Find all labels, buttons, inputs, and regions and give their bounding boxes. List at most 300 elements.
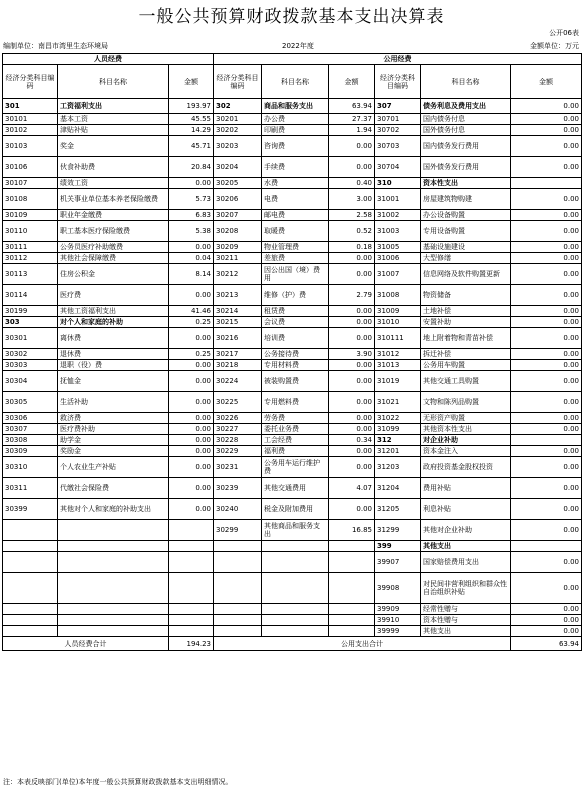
cell-amount: 20.84 [169,157,214,178]
cell-code: 31022 [375,413,421,424]
cell-name: 退休费 [58,349,169,360]
cell-code: 30399 [3,499,58,520]
cell-name: 信息网络及软件购置更新 [421,264,511,285]
cell-code: 30701 [375,114,421,125]
cell-code: 30304 [3,371,58,392]
cell-amount [329,573,375,604]
cell-code [3,573,58,604]
cell-code: 30239 [214,478,262,499]
cell-name: 公务员医疗补助缴费 [58,242,169,253]
cell-name: 土地补偿 [421,306,511,317]
cell-name: 办公设备购置 [421,210,511,221]
table-row [3,178,582,189]
table-row [3,573,582,604]
cell-name: 维修（护）费 [262,285,329,306]
cell-code: 30306 [3,413,58,424]
total-public-value: 63.94 [511,637,582,651]
cell-code: 31008 [375,285,421,306]
column-header-row [3,65,582,99]
cell-amount: 0.00 [169,360,214,371]
cell-name [58,626,169,637]
cell-code: 31002 [375,210,421,221]
total-personnel-value: 194.23 [169,637,214,651]
cell-code: 30206 [214,189,262,210]
cell-amount: 0.00 [511,360,582,371]
cell-code: 30217 [214,349,262,360]
cell-code: 30311 [3,478,58,499]
cell-code [3,604,58,615]
cell-code: 31001 [375,189,421,210]
cell-name: 取暖费 [262,221,329,242]
table-row [3,285,582,306]
table-row [3,604,582,615]
cell-amount: 0.00 [329,136,375,157]
cell-name: 资本性赠与 [421,615,511,626]
table-row [3,189,582,210]
cell-name: 办公费 [262,114,329,125]
table-row [3,99,582,114]
cell-name: 其他交通费用 [262,478,329,499]
cell-name: 资本金注入 [421,446,511,457]
table-row [3,478,582,499]
cell-amount: 0.00 [511,446,582,457]
cell-amount: 0.00 [511,210,582,221]
cell-amount: 0.00 [511,221,582,242]
cell-code: 31003 [375,221,421,242]
table-row [3,499,582,520]
cell-code: 30227 [214,424,262,435]
cell-amount: 0.00 [329,457,375,478]
cell-code: 30108 [3,189,58,210]
cell-amount: 0.00 [511,552,582,573]
cell-amount: 0.00 [511,285,582,306]
cell-code: 30240 [214,499,262,520]
cell-name: 资本性支出 [421,178,511,189]
cell-amount: 0.00 [169,242,214,253]
cell-amount: 0.00 [511,136,582,157]
cell-name [58,541,169,552]
cell-name: 津贴补贴 [58,125,169,136]
cell-amount: 0.00 [169,371,214,392]
cell-amount: 5.73 [169,189,214,210]
cell-name: 拆迁补偿 [421,349,511,360]
cell-code: 30215 [214,317,262,328]
cell-name: 其他对企业补助 [421,520,511,541]
table-row [3,136,582,157]
cell-code: 30214 [214,306,262,317]
cell-name: 会议费 [262,317,329,328]
cell-amount: 0.18 [329,242,375,253]
cell-code: 30224 [214,371,262,392]
cell-amount: 0.00 [511,264,582,285]
cell-code: 30113 [3,264,58,285]
cell-code: 31019 [375,371,421,392]
cell-code: 30207 [214,210,262,221]
cell-amount: 0.00 [511,392,582,413]
cell-code: 30228 [214,435,262,446]
cell-name: 机关事业单位基本养老保险缴费 [58,189,169,210]
cell-code: 31007 [375,264,421,285]
cell-code: 39907 [375,552,421,573]
cell-name: 职工基本医疗保险缴费 [58,221,169,242]
cell-name: 国外债务付息 [421,125,511,136]
cell-code: 30231 [214,457,262,478]
cell-name: 其他资本性支出 [421,424,511,435]
cell-code: 30305 [3,392,58,413]
table-row [3,317,582,328]
cell-name: 国内债务发行费用 [421,136,511,157]
col-header-name: 科目名称 [262,65,329,99]
cell-amount: 0.00 [169,285,214,306]
cell-amount: 0.00 [329,264,375,285]
cell-amount [329,626,375,637]
col-header-amount: 金额 [511,65,582,99]
cell-code: 30107 [3,178,58,189]
cell-amount: 3.00 [329,189,375,210]
cell-code: 31012 [375,349,421,360]
cell-name: 邮电费 [262,210,329,221]
cell-amount: 1.94 [329,125,375,136]
cell-name: 其他工资福利支出 [58,306,169,317]
cell-amount: 0.00 [169,328,214,349]
cell-code [3,626,58,637]
cell-code: 31299 [375,520,421,541]
cell-amount: 27.37 [329,114,375,125]
cell-amount: 0.00 [511,253,582,264]
cell-amount: 41.46 [169,306,214,317]
cell-name: 奖励金 [58,446,169,457]
cell-code: 31201 [375,446,421,457]
table-row [3,520,582,541]
cell-amount [169,520,214,541]
cell-amount [169,552,214,573]
cell-name: 经常性赠与 [421,604,511,615]
cell-name: 专用燃料费 [262,392,329,413]
cell-name: 其他对个人和家庭的补助支出 [58,499,169,520]
cell-name: 政府投资基金股权投资 [421,457,511,478]
cell-name: 代缴社会保险费 [58,478,169,499]
cell-amount: 45.55 [169,114,214,125]
section-public: 公用经费 [214,54,582,65]
col-header-name: 科目名称 [58,65,169,99]
cell-name: 劳务费 [262,413,329,424]
cell-name: 专用设备购置 [421,221,511,242]
cell-amount: 0.00 [329,413,375,424]
table-row [3,264,582,285]
col-header-name: 科目名称 [421,65,511,99]
cell-name [262,615,329,626]
cell-amount: 0.52 [329,221,375,242]
table-row [3,392,582,413]
cell-name: 因公出国（境）费用 [262,264,329,285]
cell-code [214,541,262,552]
cell-name: 印刷费 [262,125,329,136]
cell-name: 奖金 [58,136,169,157]
cell-code: 31005 [375,242,421,253]
expenditure-table [2,53,582,651]
cell-code [3,552,58,573]
cell-code: 399 [375,541,421,552]
cell-name: 无形资产购置 [421,413,511,424]
cell-name: 委托业务费 [262,424,329,435]
cell-code: 30101 [3,114,58,125]
cell-name: 医疗费补助 [58,424,169,435]
cell-name [262,573,329,604]
cell-name [58,552,169,573]
cell-amount [329,541,375,552]
cell-code: 39909 [375,604,421,615]
cell-name: 地上附着物和青苗补偿 [421,328,511,349]
cell-code: 30111 [3,242,58,253]
cell-amount: 0.00 [169,478,214,499]
col-header-code: 经济分类科目编码 [375,65,421,99]
col-header-amount: 金额 [169,65,214,99]
report-title: 一般公共预算财政拨款基本支出决算表 [138,7,445,27]
cell-code: 30703 [375,136,421,157]
cell-code: 31006 [375,253,421,264]
cell-name: 对个人和家庭的补助 [58,317,169,328]
cell-amount: 3.90 [329,349,375,360]
cell-amount [329,552,375,573]
cell-name: 伙食补助费 [58,157,169,178]
cell-amount: 0.34 [329,435,375,446]
cell-code [3,615,58,626]
cell-name: 离休费 [58,328,169,349]
cell-name: 工资福利支出 [58,99,169,114]
cell-name: 其他社会保障缴费 [58,253,169,264]
table-row [3,413,582,424]
cell-code: 30205 [214,178,262,189]
cell-code: 30211 [214,253,262,264]
cell-name [58,573,169,604]
cell-amount: 0.40 [329,178,375,189]
cell-name: 医疗费 [58,285,169,306]
cell-name: 税金及附加费用 [262,499,329,520]
cell-code [214,626,262,637]
cell-name: 利息补贴 [421,499,511,520]
table-row [3,306,582,317]
cell-name [262,604,329,615]
cell-name: 生活补助 [58,392,169,413]
cell-code: 30301 [3,328,58,349]
footnote: 注：本表反映部门(单位)本年度一般公共预算财政拨款基本支出明细情况。 [3,778,233,786]
cell-amount: 0.00 [329,499,375,520]
cell-name: 公务接待费 [262,349,329,360]
cell-code: 30109 [3,210,58,221]
cell-amount: 4.07 [329,478,375,499]
cell-amount: 0.25 [169,349,214,360]
cell-code: 30112 [3,253,58,264]
cell-amount: 0.00 [329,392,375,413]
cell-code: 301 [3,99,58,114]
cell-amount [511,541,582,552]
cell-amount: 0.00 [169,413,214,424]
cell-name: 国外债务发行费用 [421,157,511,178]
cell-amount: 0.00 [511,189,582,210]
cell-code: 312 [375,435,421,446]
cell-amount: 0.00 [511,604,582,615]
cell-name [262,626,329,637]
table-row [3,210,582,221]
cell-amount: 0.00 [511,349,582,360]
cell-name [58,604,169,615]
cell-code: 30103 [3,136,58,157]
cell-amount: 0.00 [169,457,214,478]
cell-amount: 0.00 [329,317,375,328]
table-row [3,446,582,457]
table-row [3,114,582,125]
table-row [3,457,582,478]
cell-code: 39910 [375,615,421,626]
cell-name: 房屋建筑物购建 [421,189,511,210]
cell-amount: 16.85 [329,520,375,541]
col-header-amount: 金额 [329,65,375,99]
cell-amount: 0.00 [511,615,582,626]
cell-name: 个人农业生产补贴 [58,457,169,478]
cell-code [214,573,262,604]
cell-code: 30308 [3,435,58,446]
cell-code: 30212 [214,264,262,285]
cell-code: 31009 [375,306,421,317]
section-header-row [3,54,582,65]
cell-code [214,615,262,626]
cell-name: 手续费 [262,157,329,178]
cell-amount: 5.38 [169,221,214,242]
cell-code: 30225 [214,392,262,413]
cell-amount: 0.00 [329,446,375,457]
cell-amount: 0.00 [511,306,582,317]
cell-code: 31099 [375,424,421,435]
cell-code [3,520,58,541]
cell-code: 30302 [3,349,58,360]
cell-name: 其他支出 [421,541,511,552]
cell-code: 30307 [3,424,58,435]
cell-amount: 0.00 [511,125,582,136]
cell-name [58,520,169,541]
cell-amount: 0.00 [169,424,214,435]
cell-name: 绩效工资 [58,178,169,189]
cell-amount: 45.71 [169,136,214,157]
fiscal-year: 2022年度 [282,42,314,50]
cell-code: 30110 [3,221,58,242]
cell-amount: 0.00 [329,306,375,317]
cell-amount: 0.00 [329,360,375,371]
cell-code [214,552,262,573]
table-row [3,349,582,360]
cell-amount: 0.00 [169,499,214,520]
cell-name: 对企业补助 [421,435,511,446]
cell-code: 307 [375,99,421,114]
cell-name: 电费 [262,189,329,210]
cell-amount: 0.00 [511,328,582,349]
cell-amount: 0.04 [169,253,214,264]
cell-code [214,604,262,615]
cell-name: 基本工资 [58,114,169,125]
cell-name: 租赁费 [262,306,329,317]
amount-unit: 金额单位：万元 [530,42,579,50]
cell-code: 30309 [3,446,58,457]
cell-code: 31013 [375,360,421,371]
cell-amount: 0.00 [329,253,375,264]
cell-code [3,541,58,552]
cell-amount: 0.00 [511,520,582,541]
cell-name: 文物和陈列品购置 [421,392,511,413]
cell-code: 30114 [3,285,58,306]
table-row [3,221,582,242]
cell-amount [511,178,582,189]
cell-code: 30199 [3,306,58,317]
cell-amount: 0.00 [169,392,214,413]
table-row [3,157,582,178]
cell-amount: 0.00 [329,371,375,392]
table-row [3,424,582,435]
cell-code: 30226 [214,413,262,424]
cell-code: 310 [375,178,421,189]
cell-code: 31203 [375,457,421,478]
cell-amount: 6.83 [169,210,214,221]
cell-name: 职业年金缴费 [58,210,169,221]
table-row [3,253,582,264]
cell-amount: 2.58 [329,210,375,221]
cell-name: 其他交通工具购置 [421,371,511,392]
table-row [3,242,582,253]
cell-code: 30102 [3,125,58,136]
cell-amount [329,604,375,615]
cell-code: 30229 [214,446,262,457]
cell-name: 救济费 [58,413,169,424]
section-personnel: 人员经费 [3,54,214,65]
cell-code: 302 [214,99,262,114]
cell-code: 30303 [3,360,58,371]
table-row [3,615,582,626]
cell-name: 其他商品和服务支出 [262,520,329,541]
cell-amount: 0.00 [169,435,214,446]
cell-name: 物资储备 [421,285,511,306]
cell-amount: 0.00 [511,317,582,328]
cell-name [262,541,329,552]
cell-name [262,552,329,573]
cell-code: 31021 [375,392,421,413]
cell-code: 30208 [214,221,262,242]
form-number: 公开06表 [549,29,579,37]
cell-name: 专用材料费 [262,360,329,371]
cell-name: 大型修缮 [421,253,511,264]
cell-amount: 8.14 [169,264,214,285]
cell-code: 30202 [214,125,262,136]
cell-name: 抚恤金 [58,371,169,392]
cell-name: 费用补贴 [421,478,511,499]
cell-name: 国家赔偿费用支出 [421,552,511,573]
col-header-code: 经济分类科目编码 [3,65,58,99]
table-row [3,541,582,552]
cell-amount [169,626,214,637]
cell-amount: 63.94 [329,99,375,114]
cell-code: 39908 [375,573,421,604]
cell-amount: 193.97 [169,99,214,114]
total-personnel-label: 人员经费合计 [3,637,169,651]
table-row [3,360,582,371]
cell-amount: 0.00 [511,242,582,253]
cell-name: 公务用车购置 [421,360,511,371]
total-public-label: 公用支出合计 [214,637,511,651]
cell-amount [511,435,582,446]
cell-name: 债务利息及费用支出 [421,99,511,114]
cell-amount: 0.00 [329,424,375,435]
table-row [3,371,582,392]
totals-row [3,637,582,651]
cell-code: 31010 [375,317,421,328]
table-row [3,435,582,446]
